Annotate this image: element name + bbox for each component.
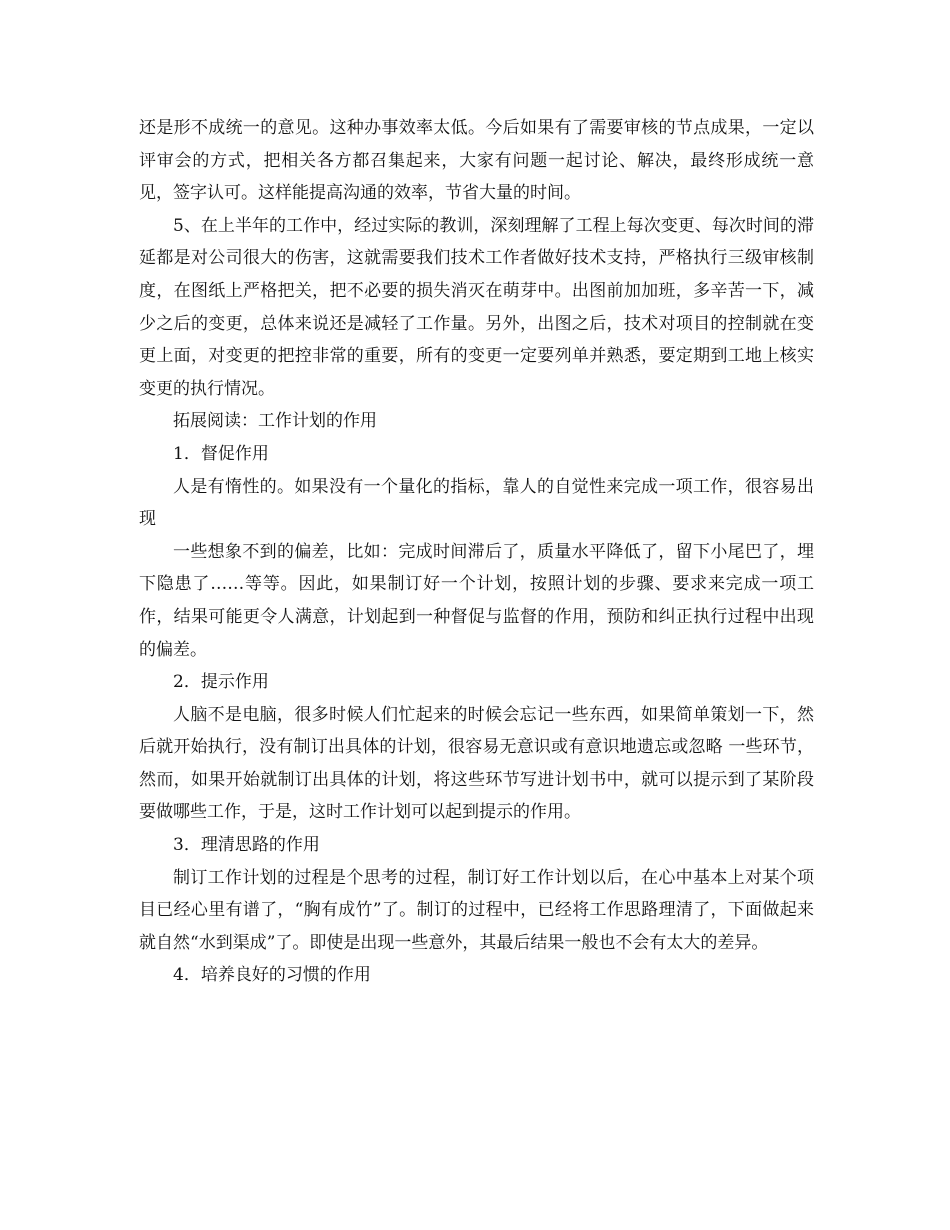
- paragraph-6: 制订工作计划的过程是个思考的过程，制订好工作计划以后，在心中基本上对某个项目已经心里有谱了，“胸有成竹”了。制订的过程中，已经将工作思路理清了，下面做起来就自然“水到渠成”了。即使是出现一些意外，其最后结果一般也不会有太大的差异。: [139, 867, 814, 953]
- paragraph-5: 人脑不是电脑，很多时候人们忙起来的时候会忘记一些东西，如果简单策划一下，然后就开始执行，没有制订出具体的计划，很容易无意识或有意识地遗忘或忽略 一些环节，然而，如果开始就制订出具体的计划，将这些环节写进计划书中，就可以提示到了某阶段要做哪些工作，于是，这时工作计划可以起到提示的作用。: [139, 704, 814, 823]
- subheading-1: 1．督促作用: [173, 443, 269, 464]
- subheading-4: 4．培养良好的习惯的作用: [173, 965, 371, 986]
- subheading-3: 3．理清思路的作用: [173, 835, 320, 856]
- paragraph-3: 人是有惰性的。如果没有一个量化的指标，靠人的自觉性来完成一项工作，很容易出现: [139, 476, 814, 530]
- section-heading-extended-reading: 拓展阅读：工作计划的作用: [173, 411, 377, 432]
- document-body: [139, 112, 814, 992]
- paragraph-4: 一些想象不到的偏差，比如：完成时间滞后了，质量水平降低了，留下小尾巴了，埋下隐患了……等等。因此，如果制订好一个计划，按照计划的步骤、要求来完成一项工作，结果可能更令人满意，计划起到一种督促与监督的作用，预防和纠正执行过程中出现的偏差。: [139, 541, 814, 660]
- paragraph-1: 还是形不成统一的意见。这种办事效率太低。今后如果有了需要审核的节点成果，一定以评审会的方式，把相关各方都召集起来，大家有问题一起讨论、解决，最终形成统一意见，签字认可。这样能提高沟通的效率，节省大量的时间。: [139, 118, 814, 204]
- paragraph-2: 5、在上半年的工作中，经过实际的教训，深刻理解了工程上每次变更、每次时间的滞延都是对公司很大的伤害，这就需要我们技术工作者做好技术支持，严格执行三级审核制度，在图纸上严格把关，把不必要的损失消灭在萌芽中。出图前加加班，多辛苦一下，减少之后的变更，总体来说还是减轻了工作量。另外，出图之后，技术对项目的控制就在变更上面，对变更的把控非常的重要，所有的变更一定要列单并熟悉，要定期到工地上核实变更的执行情况。: [139, 215, 814, 399]
- subheading-2: 2．提示作用: [173, 672, 269, 693]
